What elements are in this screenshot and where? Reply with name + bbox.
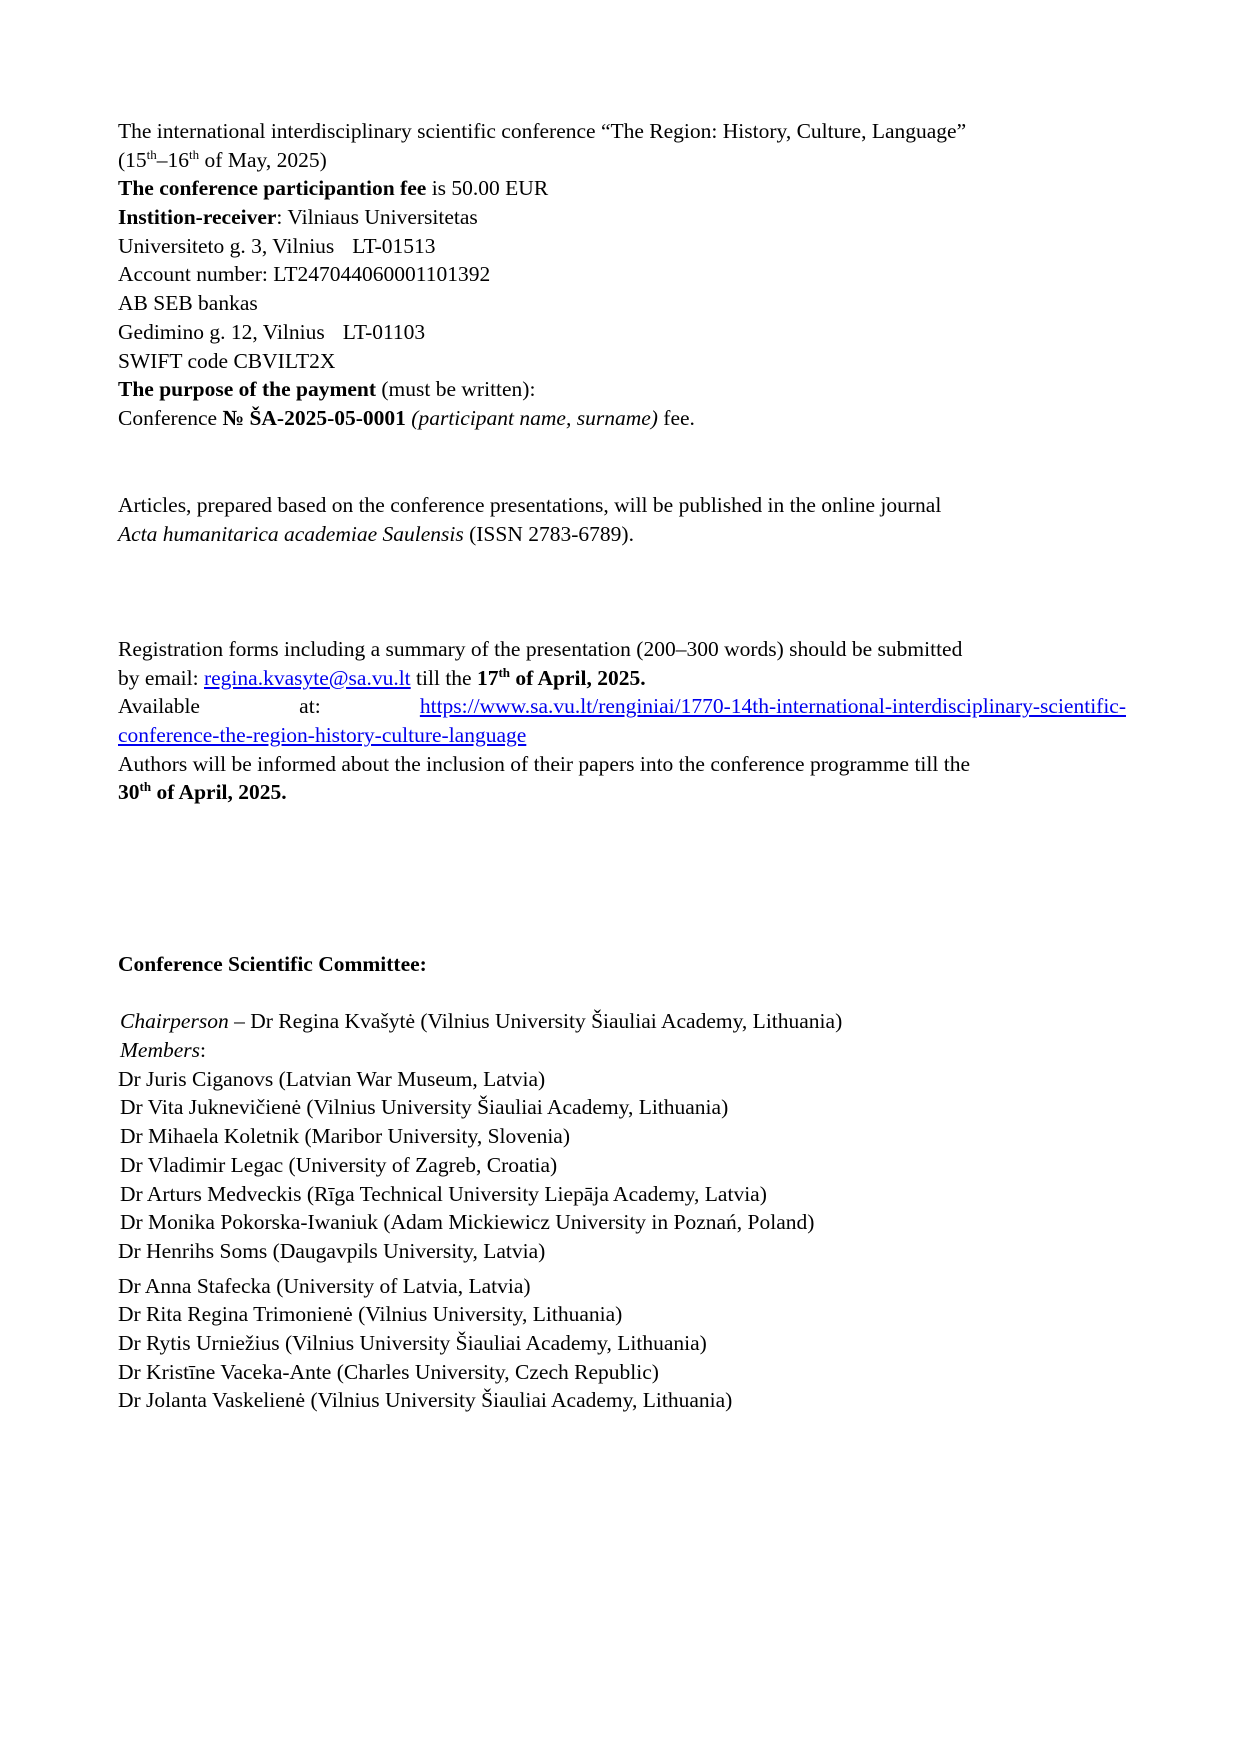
committee-member: Dr Anna Stafecka (University of Latvia, Latvia) (118, 1273, 531, 1298)
inform-line: Authors will be informed about the inclusion of their papers into the conference programme till the (118, 751, 970, 776)
conference-title-line: The international interdisciplinary scientific conference “The Region: History, Culture, Language” (118, 119, 967, 143)
committee-member: Dr Vita Juknevičienė (Vilnius University Šiauliai Academy, Lithuania) (120, 1095, 729, 1120)
members-colon: : (200, 1038, 206, 1063)
event-url-link[interactable]: https://www.sa.vu.lt/renginiai/1770-14th-international-interdisciplinary-scientific- (419, 694, 1126, 719)
email-prefix: by email: (118, 665, 204, 690)
committee-member: Dr Mihaela Koletnik (Maribor University, Slovenia) (120, 1124, 570, 1149)
fee-value: is 50.00 EUR (426, 176, 549, 201)
inform-date (118, 778, 1126, 807)
committee-heading-text: Conference Scientific Committee: (118, 952, 427, 976)
purpose-note: (must be written): (376, 377, 536, 402)
date-open: (15 (118, 147, 147, 172)
deadline-rest: of April, 2025. (510, 665, 646, 690)
bank-postcode: LT-01103 (342, 319, 426, 344)
deadline-day: 17 (476, 665, 499, 690)
event-url-link-continued[interactable]: conference-the-region-history-culture-language (118, 723, 527, 748)
registration-line: Registration forms including a summary of the presentation (200–300 words) should be submitted (118, 637, 963, 661)
committee-member: Dr Jolanta Vaskelienė (Vilnius University Šiauliai Academy, Lithuania) (118, 1388, 733, 1413)
journal-issn: (ISSN 2783-6789). (463, 521, 634, 546)
committee-member: Dr Henrihs Soms (Daugavpils University, Latvia) (118, 1238, 546, 1263)
fee-label: The conference participantion fee (118, 176, 427, 201)
fee-line (118, 174, 1126, 203)
bank-name: AB SEB bankas (118, 291, 258, 316)
purpose-text (118, 404, 1126, 433)
date-dash: –16 (156, 147, 190, 172)
publication-section (118, 491, 1126, 548)
deadline-prefix: till the (410, 665, 477, 690)
committee-member: Dr Vladimir Legac (University of Zagreb, Croatia) (120, 1152, 558, 1177)
available-line (118, 692, 1126, 721)
date-sup-1: th (146, 146, 157, 162)
members-label: Members (120, 1038, 201, 1063)
inform-rest: of April, 2025. (151, 780, 287, 805)
bank-street: Gedimino g. 12, Vilnius (118, 319, 325, 344)
committee-section (118, 950, 1126, 1415)
inform-sup: th (139, 779, 152, 795)
deadline-date (477, 666, 646, 690)
purpose-prefix: Conference (118, 405, 223, 430)
committee-member: Dr Rytis Urniežius (Vilnius University Šiauliai Academy, Lithuania) (118, 1330, 707, 1355)
committee-heading (118, 950, 1126, 979)
purpose-code: № ŠA-2025-05-0001 (222, 405, 406, 430)
committee-member: Dr Kristīne Vaceka-Ante (Charles University, Czech Republic) (118, 1359, 659, 1384)
chair-label: Chairperson (120, 1009, 229, 1034)
bank-address (118, 318, 1126, 347)
inform-date-bold (118, 780, 287, 804)
members-label-line (118, 1036, 1126, 1065)
swift-code: SWIFT code CBVILT2X (118, 348, 336, 373)
publication-line: Articles, prepared based on the conference presentations, will be published in the online journal (118, 493, 942, 517)
committee-member: Dr Juris Ciganovs (Latvian War Museum, Latvia) (118, 1066, 546, 1091)
journal-name: Acta humanitarica academiae Saulensis (118, 521, 464, 546)
receiver-value: : Vilniaus Universitetas (276, 205, 478, 230)
receiver-street: Universiteto g. 3, Vilnius (118, 233, 335, 258)
purpose-suffix: fee. (657, 405, 695, 430)
chairperson-line (118, 1007, 1126, 1036)
account-number: Account number: LT247044060001101392 (118, 262, 491, 287)
committee-member: Dr Arturs Medveckis (Rīga Technical University Liepāja Academy, Latvia) (120, 1181, 767, 1206)
payment-section (118, 117, 1126, 433)
registration-section (118, 635, 1126, 807)
receiver-label: Instition-receiver (118, 205, 277, 230)
conference-dates (118, 146, 1126, 175)
chair-value: – Dr Regina Kvašytė (Vilnius University Šiauliai Academy, Lithuania) (228, 1009, 843, 1034)
purpose-italic: (participant name, surname) (405, 405, 658, 430)
receiver-postcode: LT-01513 (352, 233, 436, 258)
email-line (118, 664, 1126, 693)
receiver-line (118, 203, 1126, 232)
journal-line (118, 520, 1126, 549)
url-continuation (118, 721, 1126, 750)
available-label: Available (118, 694, 200, 719)
receiver-address (118, 232, 1126, 261)
inform-day: 30 (118, 780, 140, 805)
date-sup-2: th (189, 146, 200, 162)
purpose-label: The purpose of the payment (118, 377, 377, 402)
email-link[interactable]: regina.kvasyte@sa.vu.lt (203, 665, 411, 690)
date-close: of May, 2025) (199, 147, 327, 172)
deadline-sup: th (498, 664, 511, 680)
purpose-line (118, 375, 1126, 404)
committee-member: Dr Rita Regina Trimonienė (Vilnius University, Lithuania) (118, 1302, 623, 1327)
available-at: at: (299, 694, 321, 719)
committee-member: Dr Monika Pokorska-Iwaniuk (Adam Mickiewicz University in Poznań, Poland) (120, 1210, 815, 1235)
